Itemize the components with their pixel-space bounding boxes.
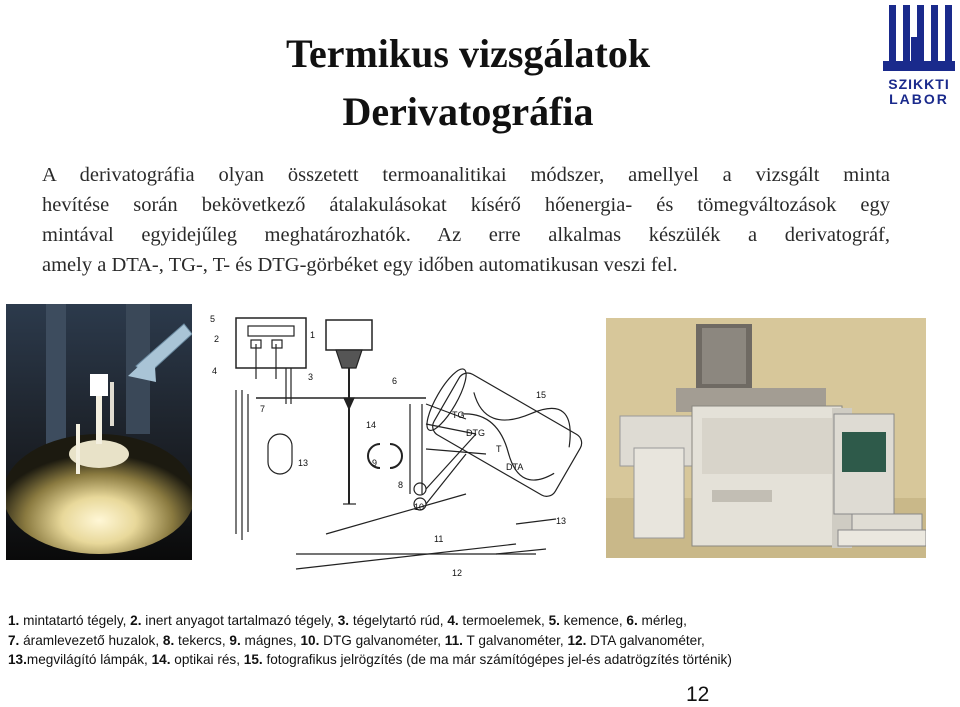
legend-num: 13. <box>8 652 27 667</box>
intro-line: A derivatográfia olyan összetett termoanalitikai módszer, amellyel a vizsgált minta <box>42 164 890 186</box>
legend-text: áramlevezető huzalok, <box>19 632 163 648</box>
legend <box>8 611 948 670</box>
legend-text: fotografikus jelrögzítés (de ma már számítógépes jel-és adatrögzítés történik) <box>262 652 732 667</box>
diagram-label: 11 <box>434 534 444 544</box>
logo-label-line2: LABOR <box>889 91 949 107</box>
diagram-label: 15 <box>536 390 547 400</box>
legend-num: 8. <box>162 632 175 648</box>
legend-num: 6. <box>626 613 638 628</box>
legend-num: 4. <box>447 613 459 628</box>
diagram-label: 4 <box>212 366 218 376</box>
legend-num: 5. <box>548 613 560 628</box>
legend-num: 2. <box>130 613 142 628</box>
legend-num: 1. <box>8 613 20 628</box>
szikkti-labor-logo <box>881 3 957 107</box>
crucible-holder-photo <box>6 304 192 560</box>
intro-line: hevítése során bekövetkező átalakulásokat kísérő hőenergia- és tömegváltozások egy <box>42 194 890 216</box>
legend-text: mérleg, <box>637 613 687 628</box>
diagram-label: 9 <box>372 458 378 468</box>
legend-num: 10. <box>300 632 320 648</box>
diagram-label: 8 <box>398 480 404 490</box>
diagram-label: 14 <box>366 420 377 430</box>
diagram-label: 10 <box>414 502 425 512</box>
legend-text: megvilágító lámpák, <box>26 652 152 667</box>
diagram-label: DTG <box>466 428 485 438</box>
legend-text: optikai rés, <box>170 652 244 667</box>
intro-paragraph <box>42 160 890 280</box>
diagram-label: 3 <box>308 372 314 382</box>
legend-row <box>8 611 948 631</box>
page-title: Termikus vizsgálatok <box>285 31 651 76</box>
legend-row <box>8 650 948 670</box>
diagram-label: 12 <box>452 568 463 578</box>
diagram-label: 13 <box>298 458 309 468</box>
diagram-label: T <box>496 444 502 454</box>
diagram-label: 2 <box>214 334 220 344</box>
logo-label-line1: SZIKKTI <box>888 76 950 92</box>
legend-text: inert anyagot tartalmazó tégely, <box>141 613 338 628</box>
diagram-label: TG <box>452 410 465 420</box>
legend-text: mágnes, <box>240 632 301 648</box>
legend-text: DTA galvanométer, <box>586 632 705 648</box>
derivatograph-schematic <box>196 304 594 584</box>
derivatograph-instrument-photo <box>606 318 926 558</box>
legend-num: 9. <box>229 632 241 648</box>
diagram-label: DTA <box>506 462 524 472</box>
legend-num: 12. <box>567 632 587 648</box>
legend-text: DTG galvanométer, <box>319 632 445 648</box>
legend-num: 7. <box>8 632 20 648</box>
intro-line: amely a DTA-, TG-, T- és DTG-görbéket egy időben automatikusan veszi fel. <box>42 254 678 276</box>
diagram-label: 5 <box>210 314 216 324</box>
legend-num: 11. <box>444 632 463 648</box>
legend-text: mintatartó tégely, <box>19 613 131 628</box>
legend-text: termoelemek, <box>458 613 549 628</box>
diagram-label: 6 <box>392 376 398 386</box>
legend-row <box>8 631 948 651</box>
diagram-label: 7 <box>260 404 266 414</box>
page-subtitle: Derivatográfia <box>342 89 594 134</box>
page-number: 12 <box>686 683 710 706</box>
legend-text: T galvanométer, <box>462 632 568 648</box>
legend-num: 15. <box>243 652 263 667</box>
diagram-label: 1 <box>310 330 316 340</box>
legend-text: kemence, <box>559 613 627 628</box>
legend-text: tégelytartó rúd, <box>349 613 448 628</box>
legend-text: tekercs, <box>174 632 230 648</box>
diagram-label: 13 <box>556 516 567 526</box>
legend-num: 14. <box>151 652 171 667</box>
intro-line: mintával egyidejűleg meghatározhatók. Az erre alkalmas készülék a derivatográf, <box>42 224 890 246</box>
legend-num: 3. <box>337 613 350 628</box>
